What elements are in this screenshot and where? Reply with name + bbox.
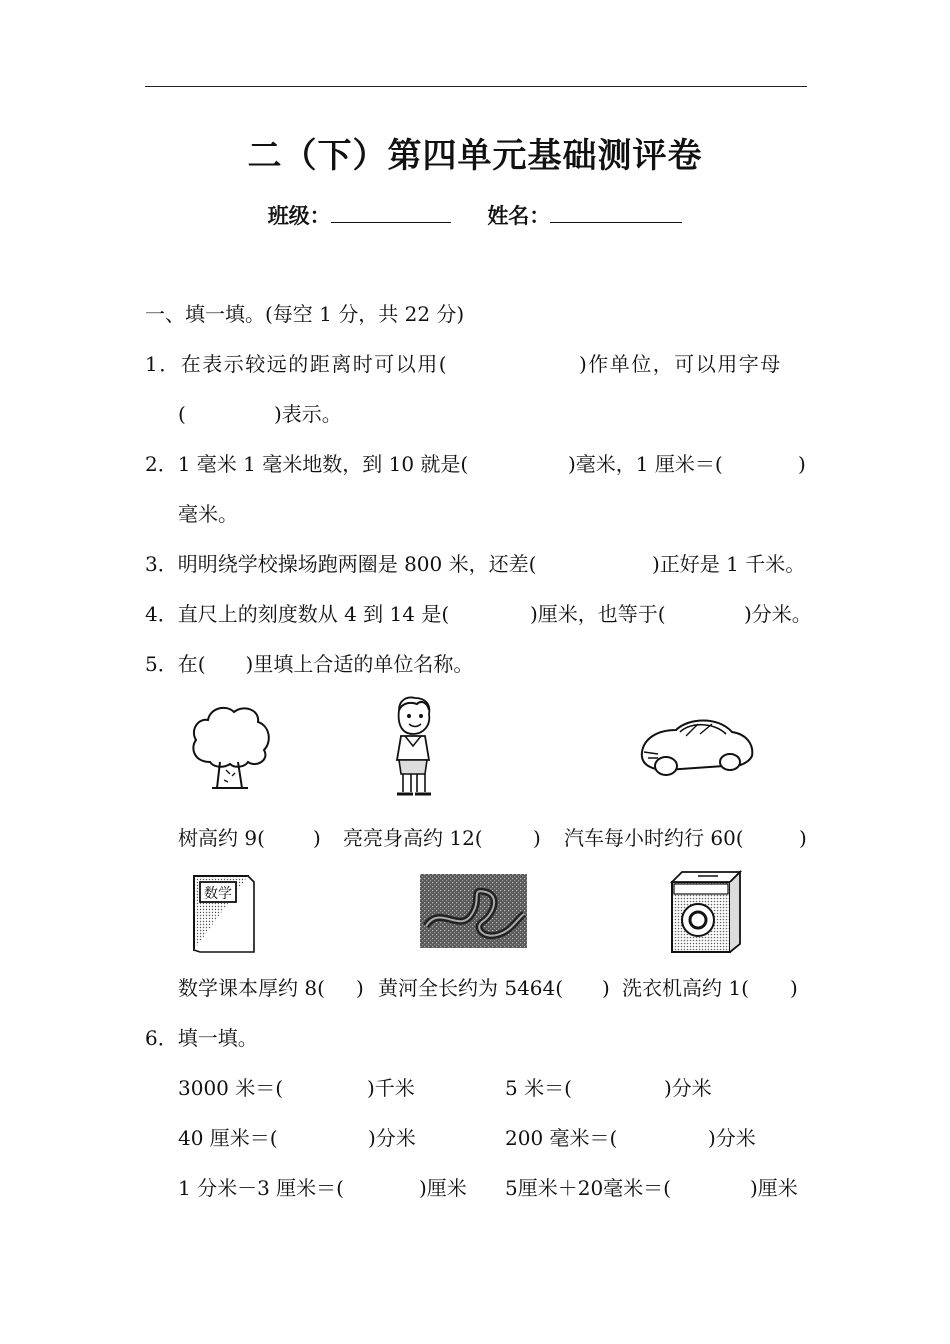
q2-line1-c: ) <box>798 452 806 476</box>
q6-item6-right: )厘米 <box>750 1176 798 1200</box>
q5-boy-close: ) <box>533 826 541 850</box>
q3-b: )正好是 1 千米。 <box>652 552 806 576</box>
q6-item5-right: )厘米 <box>419 1176 467 1200</box>
q5-car-close: ) <box>799 826 807 850</box>
q6-item1-left: 3000 米＝( <box>178 1076 284 1100</box>
q6-item3-right: )分米 <box>368 1126 416 1150</box>
car-icon <box>636 712 756 784</box>
q4-b: )厘米，也等于( <box>530 602 666 626</box>
tree-icon <box>190 704 272 792</box>
name-blank[interactable] <box>550 200 682 223</box>
q6-item6-left: 5厘米＋20毫米＝( <box>505 1176 671 1200</box>
boy-icon <box>385 696 441 800</box>
q3-a: 3．明明绕学校操场跑两圈是 800 米，还差( <box>145 552 537 576</box>
yellow-river-icon <box>420 874 527 948</box>
q5-washer-text: 洗衣机高约 1( <box>622 976 749 1000</box>
q6-item4-left: 200 毫米＝( <box>505 1126 618 1150</box>
q1-line2-right: )表示。 <box>274 402 342 426</box>
header-rule <box>145 86 807 87</box>
class-label: 班级： <box>267 203 331 228</box>
student-info-line <box>0 200 950 230</box>
q2-line1-b: )毫米，1 厘米＝( <box>568 452 723 476</box>
q2-line1-a: 2．1 毫米 1 毫米地数，到 10 就是( <box>145 452 469 476</box>
q6-item2-left: 5 米＝( <box>505 1076 572 1100</box>
q5-washer-close: ) <box>790 976 798 1000</box>
q5-book-close: ) <box>356 976 364 1000</box>
q4-a: 4．直尺上的刻度数从 4 到 14 是( <box>145 602 450 626</box>
q6-item5-left: 1 分米－3 厘米＝( <box>178 1176 344 1200</box>
q5-book-text: 数学课本厚约 8( <box>178 976 325 1000</box>
name-label: 姓名： <box>487 203 551 228</box>
book-label: 数学 <box>204 886 232 902</box>
q6-prompt: 6．填一填。 <box>145 1026 258 1050</box>
q6-item3-left: 40 厘米＝( <box>178 1126 278 1150</box>
q6-item4-right: )分米 <box>708 1126 756 1150</box>
q4-c: )分米。 <box>744 602 812 626</box>
class-blank[interactable] <box>331 200 451 223</box>
q1-line1-left: 1．在表示较远的距离时可以用( <box>145 352 449 376</box>
section-heading: 一、填一填。(每空 1 分，共 22 分) <box>145 302 465 326</box>
q1-line2-left: ( <box>178 402 186 426</box>
q5-tree-text: 树高约 9( <box>178 826 265 850</box>
q5-river-text: 黄河全长约为 5464( <box>378 976 564 1000</box>
q5-boy-text: 亮亮身高约 12( <box>343 826 483 850</box>
q2-line2: 毫米。 <box>178 502 238 526</box>
page-title: 二（下）第四单元基础测评卷 <box>247 136 703 176</box>
washing-machine-icon <box>668 870 744 954</box>
q5-car-text: 汽车每小时约行 60( <box>564 826 744 850</box>
q5-tree-close: ) <box>313 826 321 850</box>
q5-prompt: 5．在( )里填上合适的单位名称。 <box>145 652 474 676</box>
q1-line1-right: )作单位，可以用字母 <box>579 352 782 376</box>
q6-item2-right: )分米 <box>664 1076 712 1100</box>
math-book-icon <box>190 872 258 954</box>
q5-river-close: ) <box>602 976 610 1000</box>
q6-item1-right: )千米 <box>367 1076 415 1100</box>
